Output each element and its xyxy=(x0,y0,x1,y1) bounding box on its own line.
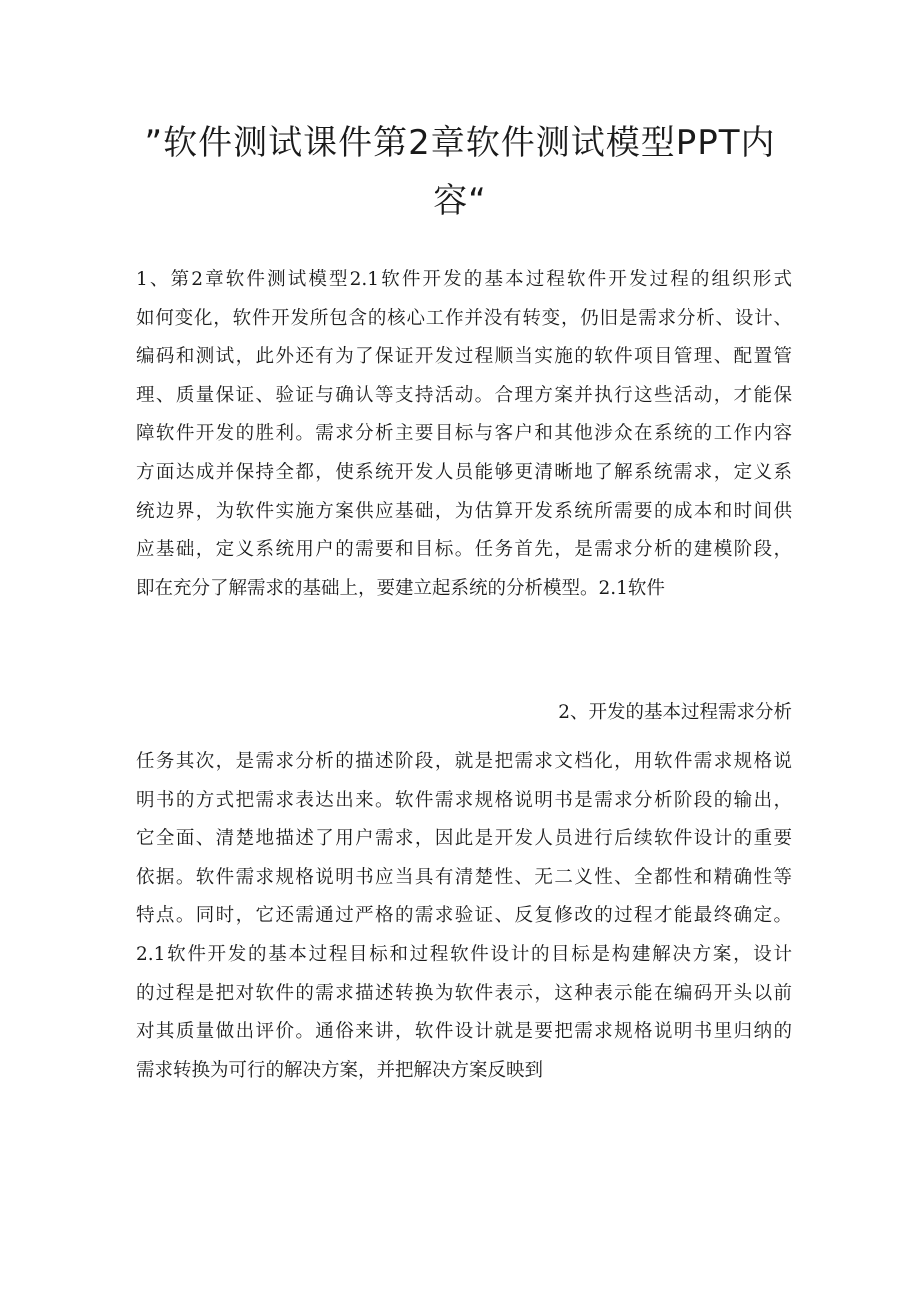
paragraph-2-line: 对其质量做出评价。通俗来讲，软件设计就是要把需求规格说明书里归纳的 xyxy=(136,1021,792,1043)
title-line-1: ”软件测试课件第2章软件测试模型PPT内 xyxy=(144,123,776,163)
paragraph-1-line: 如何变化，软件开发所包含的核心工作并没有转变，仍旧是需求分析、设计、 xyxy=(136,307,792,329)
title-line-2: 容“ xyxy=(433,181,487,221)
paragraph-1 xyxy=(136,261,792,608)
paragraph-1-line: 障软件开发的胜利。需求分析主要目标与客户和其他涉众在系统的工作内容 xyxy=(136,423,792,445)
paragraph-2-line: 2.1软件开发的基本过程目标和过程软件设计的目标是构建解决方案，设计 xyxy=(136,943,792,965)
paragraph-2-line: 依据。软件需求规格说明书应当具有清楚性、无二义性、全都性和精确性等 xyxy=(136,866,792,888)
paragraph-1-line: 即在充分了解需求的基础上，要建立起系统的分析模型。2.1软件 xyxy=(136,577,665,599)
paragraph-1-line: 方面达成并保持全都，使系统开发人员能够更清晰地了解系统需求，定义系 xyxy=(136,461,792,483)
paragraph-2-line: 需求转换为可行的解决方案，并把解决方案反映到 xyxy=(136,1059,544,1081)
paragraph-1-line: 理、质量保证、验证与确认等支持活动。合理方案并执行这些活动，才能保 xyxy=(136,384,792,406)
paragraph-2-line: 特点。同时，它还需通过严格的需求验证、反复修改的过程才能最终确定。 xyxy=(136,905,792,927)
paragraph-1-line: 1、第2章软件测试模型2.1软件开发的基本过程软件开发过程的组织形式 xyxy=(136,269,792,290)
paragraph-2-line: 任务其次，是需求分析的描述阶段，就是把需求文档化，用软件需求规格说 xyxy=(136,751,792,772)
paragraph-1-line: 编码和测试，此外还有为了保证开发过程顺当实施的软件项目管理、配置管 xyxy=(136,346,792,368)
paragraph-1-line: 统边界，为软件实施方案供应基础，为估算开发系统所需要的成本和时间供 xyxy=(136,500,792,522)
section-2-heading-block xyxy=(136,694,792,733)
paragraph-2-line: 的过程是把对软件的需求描述转换为软件表示，这种表示能在编码开头以前 xyxy=(136,982,792,1004)
paragraph-2-line: 明书的方式把需求表达出来。软件需求规格说明书是需求分析阶段的输出， xyxy=(136,789,792,811)
paragraph-1-line: 应基础，定义系统用户的需要和目标。任务首先，是需求分析的建模阶段， xyxy=(136,539,792,561)
paragraph-2-line: 它全面、清楚地描述了用户需求，因此是开发人员进行后续软件设计的重要 xyxy=(136,828,792,850)
document-title xyxy=(120,114,800,230)
paragraph-2 xyxy=(136,743,792,1090)
section-2-heading: 2、开发的基本过程需求分析 xyxy=(558,702,792,723)
